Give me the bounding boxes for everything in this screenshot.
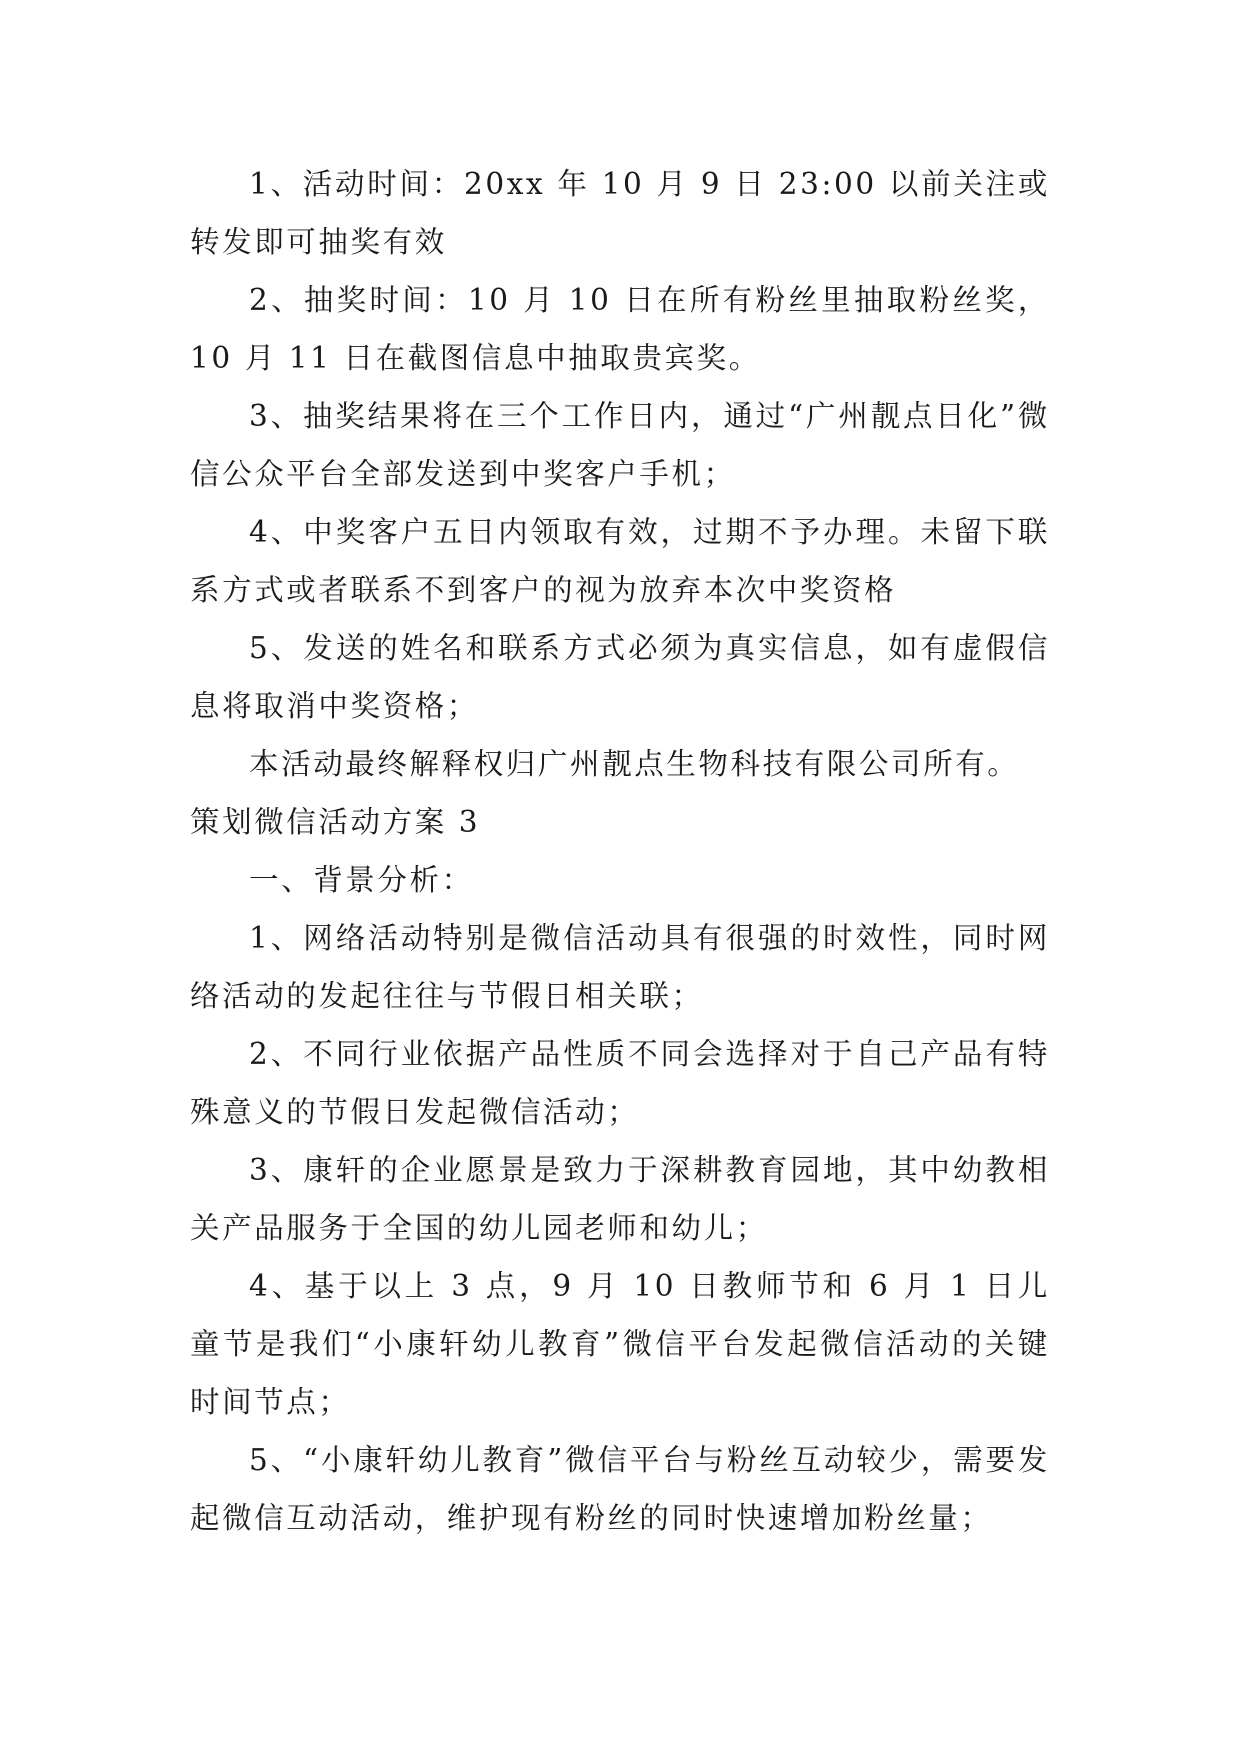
paragraph-final-interpretation: 本活动最终解释权归广州靓点生物科技有限公司所有。 [249, 747, 1020, 781]
paragraph-key-dates: 4、基于以上 3 点，9 月 10 日教师节和 6 月 1 日儿童节是我们“小康轩幼儿教育”微信平台发起微信活动的关键时间节点； [190, 1269, 1050, 1419]
paragraph-fan-interaction: 5、“小康轩幼儿教育”微信平台与粉丝互动较少，需要发起微信互动活动，维护现有粉丝的同时快速增加粉丝量； [190, 1443, 1050, 1535]
paragraph-timeliness: 1、网络活动特别是微信活动具有很强的时效性，同时网络活动的发起往往与节假日相关联； [190, 921, 1050, 1013]
paragraph-claim-period: 4、中奖客户五日内领取有效，过期不予办理。未留下联系方式或者联系不到客户的视为放弃本次中奖资格 [190, 515, 1050, 607]
section-heading-plan-3: 策划微信活动方案 3 [190, 805, 481, 839]
paragraph-company-vision: 3、康轩的企业愿景是致力于深耕教育园地，其中幼教相关产品服务于全国的幼儿园老师和幼儿； [190, 1153, 1050, 1245]
paragraph-real-info: 5、发送的姓名和联系方式必须为真实信息，如有虚假信息将取消中奖资格； [190, 631, 1050, 723]
paragraph-industry-holidays: 2、不同行业依据产品性质不同会选择对于自己产品有特殊意义的节假日发起微信活动； [190, 1037, 1050, 1129]
paragraph-draw-time: 2、抽奖时间：10 月 10 日在所有粉丝里抽取粉丝奖，10 月 11 日在截图信息中抽取贵宾奖。 [190, 283, 1050, 375]
subheading-background-analysis: 一、背景分析： [249, 863, 474, 897]
paragraph-draw-results: 3、抽奖结果将在三个工作日内，通过“广州靓点日化”微信公众平台全部发送到中奖客户手机； [190, 399, 1050, 491]
paragraph-activity-time: 1、活动时间：20xx 年 10 月 9 日 23:00 以前关注或转发即可抽奖有效 [190, 167, 1050, 259]
document-body [190, 155, 1050, 1547]
